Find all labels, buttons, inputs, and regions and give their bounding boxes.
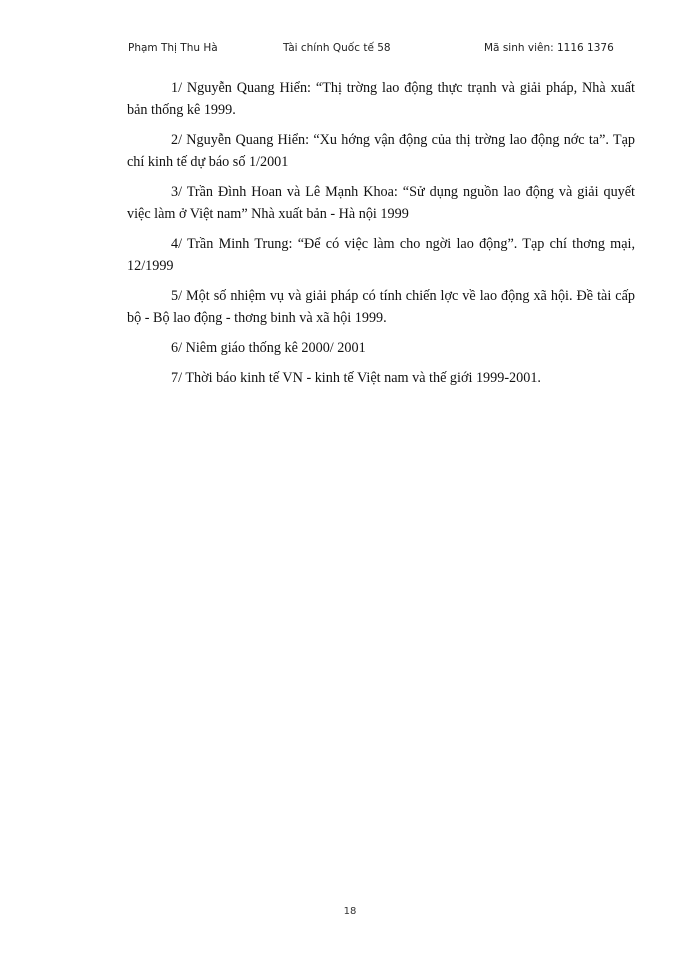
reference-item-4: 4/ Trần Minh Trung: “Để có việc làm cho ngời lao động”. Tạp chí thơng mại, 12/1999 [127,236,635,274]
header-author: Phạm Thị Thu Hà [128,42,218,54]
reference-item-6: 6/ Niêm giáo thống kê 2000/ 2001 [171,340,366,356]
page-header [128,42,648,58]
reference-item-7: 7/ Thời báo kinh tế VN - kinh tế Việt nam và thế giới 1999-2001. [171,370,541,386]
page-number: 18 [343,906,357,917]
reference-item-1: 1/ Nguyễn Quang Hiển: “Thị trờng lao động thực trạnh và giải pháp, Nhà xuất bản thống kê 1999. [127,80,635,118]
reference-item-3: 3/ Trần Đình Hoan và Lê Mạnh Khoa: “Sử dụng nguồn lao động và giải quyết việc làm ở Việt nam” Nhà xuất bản - Hà nội 1999 [127,184,635,222]
header-student-id: Mã sinh viên: 1116 1376 [484,42,614,54]
header-course: Tài chính Quốc tế 58 [283,42,391,54]
reference-list [127,77,635,397]
reference-item-2: 2/ Nguyễn Quang Hiển: “Xu hớng vận động của thị trờng lao động nớc ta”. Tạp chí kinh tế dự báo số 1/2001 [127,132,635,170]
reference-item-5: 5/ Một số nhiệm vụ và giải pháp có tính chiến lợc về lao động xã hội. Đề tài cấp bộ - Bộ lao động - thơng binh và xã hội 1999. [127,288,635,326]
